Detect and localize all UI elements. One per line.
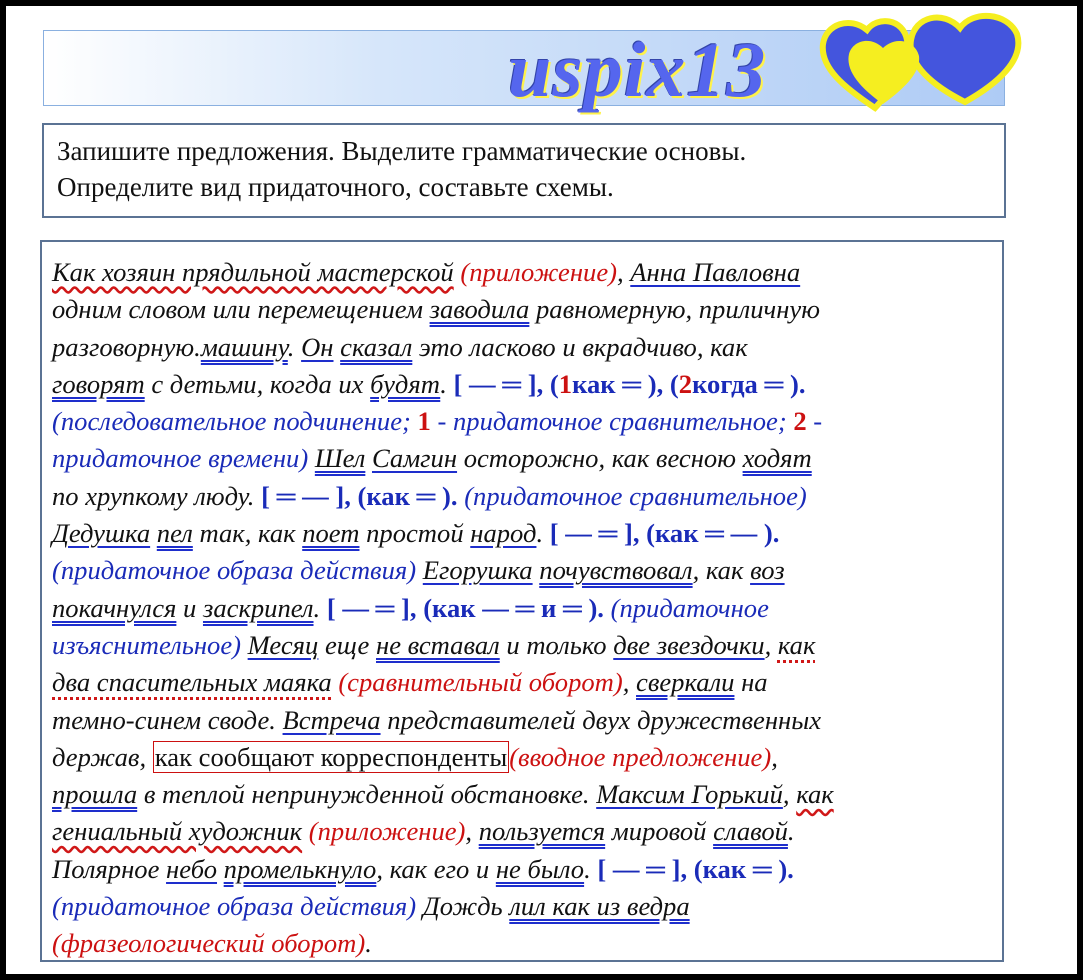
text: [416, 555, 423, 585]
text: так, как: [192, 518, 303, 549]
text-line: [52, 590, 997, 627]
predicate: промелькнуло: [223, 853, 377, 884]
task-line: Определите вид придаточного, составьте схемы.: [57, 172, 614, 202]
scheme: [ — ═ ], (как ═ — ).: [549, 518, 780, 549]
scheme: когда ═ ).: [692, 368, 806, 399]
appositive: как: [796, 779, 834, 810]
subject: Максим Горький: [596, 779, 783, 810]
predicate: пользуется: [478, 816, 606, 847]
text-line: [52, 925, 997, 962]
note: (приложение): [302, 816, 466, 847]
subject: Месяц: [247, 629, 319, 660]
subject: народ: [470, 518, 537, 549]
text: равномерную, приличную: [529, 294, 820, 325]
predicate: покачнулся: [52, 592, 177, 623]
predicate: пел: [156, 518, 193, 549]
text-line: [52, 776, 997, 813]
clause-type: (придаточное образа действия): [52, 891, 417, 922]
text: [217, 854, 224, 884]
clause-type: (придаточное образа действия): [52, 555, 417, 586]
subject: две звездочки: [613, 629, 765, 660]
clause-number: 1: [417, 406, 431, 437]
clause-type: - придаточное сравнительное;: [430, 406, 794, 437]
predicate: будят: [370, 368, 441, 399]
text: .: [313, 592, 327, 623]
predicate: сверкали: [636, 667, 735, 698]
text-line: [52, 440, 997, 477]
text: .: [584, 853, 598, 884]
predicate: заводила: [429, 294, 530, 325]
scheme: как ═ ), (: [572, 368, 679, 399]
text: осторожно, как весною: [457, 443, 743, 474]
text: по хрупкому люду.: [52, 480, 262, 511]
text-line: [52, 254, 997, 291]
content-text: [52, 254, 997, 963]
text: держав,: [52, 741, 153, 772]
comparative: два спасительных маяка: [52, 667, 332, 698]
text-line: [52, 627, 997, 664]
subject: воз: [750, 555, 785, 586]
appositive: Как хозяин прядильной мастерской: [52, 257, 454, 287]
predicate: заскрипел: [202, 592, 314, 623]
text: ,: [771, 741, 778, 772]
clause-type: (последовательное подчинение;: [52, 406, 418, 437]
text: на: [734, 667, 768, 698]
logo-text: uspix13: [508, 26, 767, 113]
text: Полярное: [52, 853, 167, 884]
text-line: [52, 813, 997, 850]
clause-number: 2: [678, 368, 693, 399]
clause-type: придаточное времени): [52, 443, 309, 474]
text: еще: [318, 629, 376, 660]
clause-number: 1: [558, 368, 573, 399]
text: Дождь: [416, 891, 510, 922]
text: .: [440, 368, 454, 399]
predicate: не вставал: [376, 629, 500, 660]
text-line: [52, 366, 997, 403]
text: [150, 518, 157, 548]
subject: Он: [301, 331, 334, 362]
clause-type: (придаточное: [603, 592, 769, 623]
task-line: Запишите предложения. Выделите грамматические основы.: [57, 136, 747, 166]
text: ,: [782, 779, 797, 810]
clause-type: (придаточное сравнительное): [457, 480, 807, 511]
subject: Егорушка: [422, 555, 533, 586]
scheme: [ — ═ ], (как ═ ).: [597, 853, 794, 884]
predicate: не было: [495, 853, 585, 884]
text: ,: [617, 257, 631, 287]
note: (фразеологический оборот): [52, 928, 366, 959]
clause-number: 2: [793, 406, 807, 437]
text-line: [52, 664, 997, 701]
predicate: машину: [200, 331, 288, 362]
text-line: [52, 515, 997, 552]
predicate: Шел: [314, 443, 366, 474]
clause-type: изъяснительное): [52, 629, 241, 660]
subject: Самгин: [371, 443, 458, 474]
text: ,: [764, 629, 778, 660]
text-line: [52, 739, 997, 776]
text: [308, 443, 315, 473]
text: мировой: [605, 816, 714, 847]
text: разговорную.: [52, 331, 201, 362]
note: (приложение): [453, 257, 617, 287]
text-line: [52, 888, 997, 925]
text: [241, 630, 248, 660]
note: (вводное предложение): [509, 741, 772, 772]
text: одним словом или перемещением: [52, 294, 430, 325]
text-line: [52, 851, 997, 888]
text-line: [52, 329, 997, 366]
hearts-icon: [815, 6, 1030, 116]
note: (сравнительный оборот): [331, 667, 623, 698]
text-line: [52, 403, 997, 440]
text: и: [176, 592, 203, 623]
task-box: [42, 123, 1006, 218]
predicate: лил как из ведра: [509, 891, 690, 922]
appositive: гениальный художник: [52, 816, 303, 847]
text-line: [52, 702, 997, 739]
subject: Встреча: [282, 704, 381, 735]
text: и только: [499, 629, 614, 660]
text: .: [287, 331, 302, 362]
text: .: [365, 928, 372, 959]
text: ,: [465, 816, 479, 847]
comparative: как: [777, 629, 816, 660]
predicate: почувствовал: [539, 555, 693, 586]
subject: Анна Павловна: [630, 257, 801, 287]
text: .: [787, 816, 795, 847]
text: , как: [692, 555, 751, 586]
predicate: славой: [713, 816, 788, 847]
text: ,: [622, 667, 637, 698]
scheme: [ — ═ ], (как — ═ и ═ ).: [326, 592, 604, 623]
text: [365, 443, 372, 473]
scheme: [ ═ — ], (как ═ ).: [261, 480, 458, 511]
predicate: прошла: [52, 779, 138, 810]
text: с детьми, когда их: [144, 368, 371, 399]
predicate: сказал: [340, 331, 413, 362]
content-box: [40, 240, 1004, 962]
clause-type: -: [806, 406, 823, 437]
text-line: [52, 478, 997, 515]
text-line: [52, 291, 997, 328]
text: темно-синем своде.: [52, 704, 283, 735]
text: в теплой непринужденной обстановке.: [137, 779, 597, 810]
text: простой: [359, 518, 471, 549]
text: представителей двух дружественных: [380, 704, 822, 735]
predicate: говорят: [52, 368, 145, 399]
intro-clause: как сообщают корреспонденты: [154, 741, 508, 772]
text: , как его и: [376, 853, 496, 884]
subject: небо: [166, 853, 218, 884]
text: .: [536, 518, 550, 549]
subject: Дедушка: [52, 518, 151, 549]
text-line: [52, 552, 997, 589]
text: это ласково и вкрадчиво, как: [412, 331, 748, 362]
task-text: [57, 133, 987, 205]
predicate: поет: [302, 518, 360, 549]
predicate: ходят: [742, 443, 812, 474]
scheme: [ — ═ ], (: [453, 368, 559, 399]
